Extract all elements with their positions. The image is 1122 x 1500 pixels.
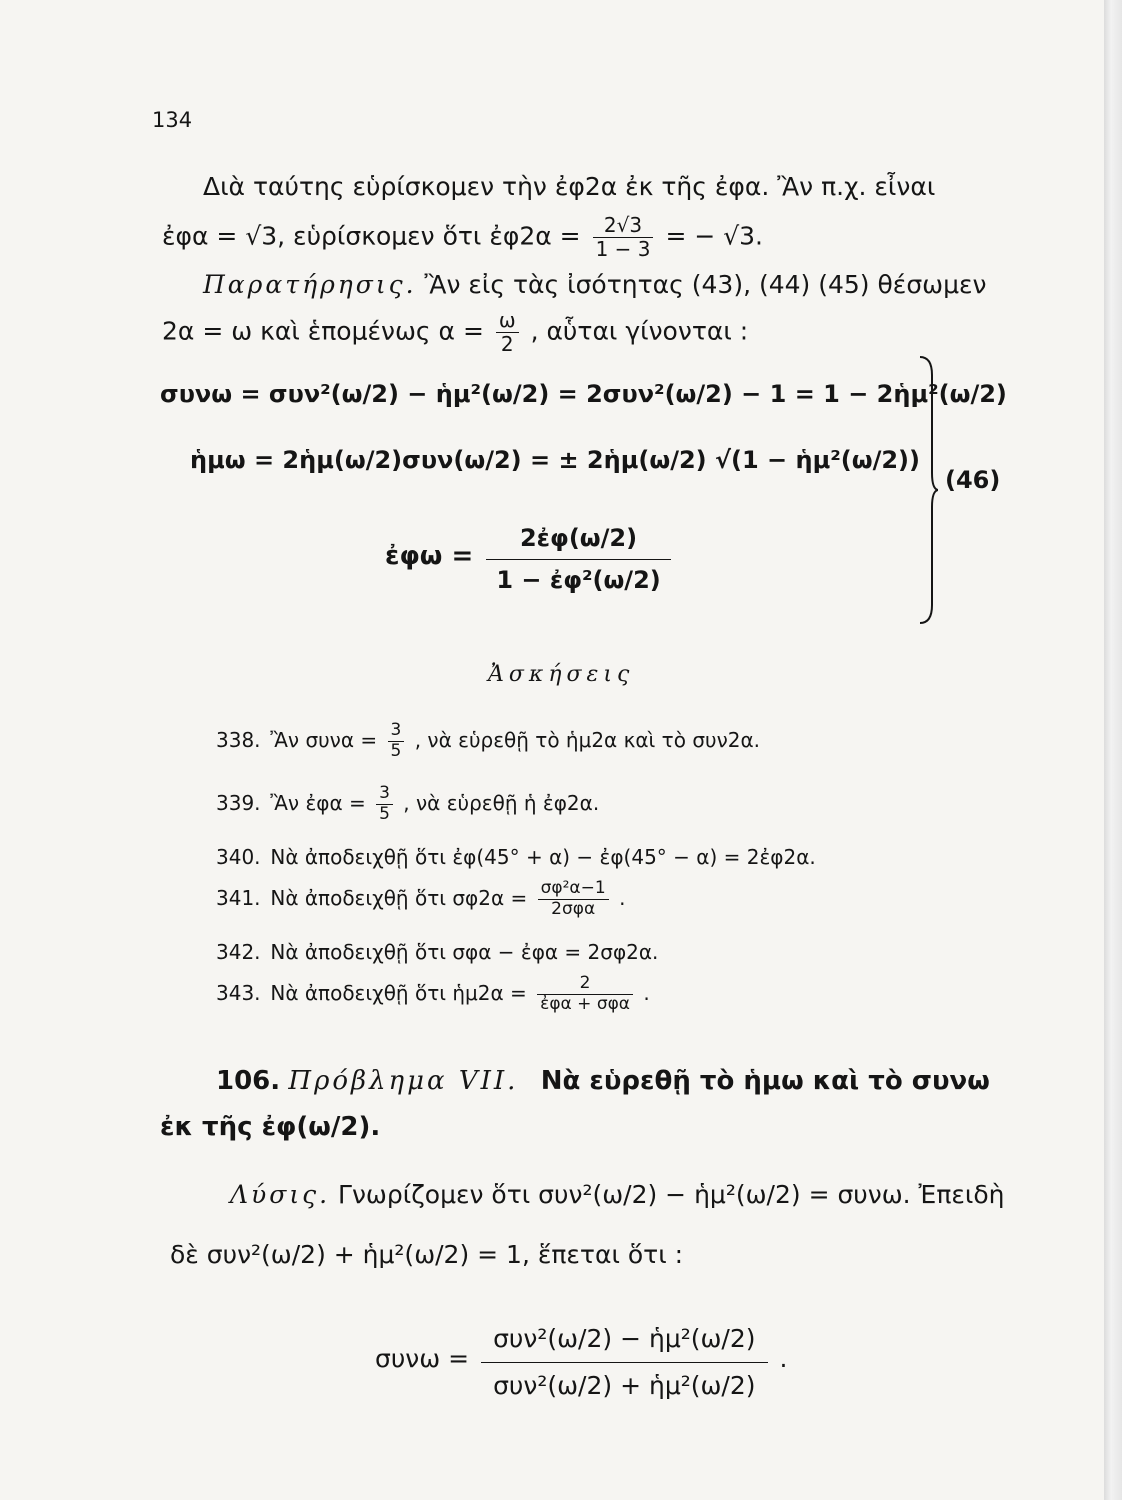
solution-title: Λύσις. [230,1180,331,1209]
exercise-text: Ἂν συνα = [270,727,378,752]
exercises-title: Ἀσκήσεις [488,662,635,687]
remark-line-2-end: , αὗται γίνονται : [530,316,749,346]
exercise-338 [216,722,760,761]
exercise-340 [216,845,816,869]
remark-fraction-den: 2 [500,332,514,356]
remark-line-1 [203,270,986,299]
intro-line-2-text: ἐφα = √3, εὑρίσκομεν ὅτι ἐφ2α = [162,221,581,251]
fraction-num: 3 [376,785,393,805]
intro-fraction-num: 2√3 [593,215,654,238]
problem-text: Νὰ εὑρεθῇ τὸ ἡμω καὶ τὸ συνω [540,1066,990,1096]
fraction-den: 5 [390,740,402,761]
fraction-num: σφ²α−1 [538,880,609,900]
solution-line-2: δὲ συν²(ω/2) + ἡμ²(ω/2) = 1, ἕπεται ὅτι : [170,1240,684,1269]
remark-text: Ἂν εἰς τὰς ἰσότητας (43), (44) (45) θέσωμεν [424,270,987,299]
exercise-fraction [538,880,609,919]
exercise-fraction [376,785,393,824]
formula-tan [385,520,675,593]
equation-label: (46) [945,466,1001,494]
exercise-text: Νὰ ἀποδειχθῇ ὅτι ἐφ(45° + α) − ἐφ(45° − α) = 2ἐφ2α. [270,845,816,869]
intro-line-1: Διὰ ταύτης εὑρίσκομεν τὴν ἐφ2α ἐκ τῆς ἐφα. Ἂν π.χ. εἶναι [203,172,936,201]
exercise-text: Νὰ ἀποδειχθῇ ὅτι σφ2α = [270,885,528,910]
intro-line-2-end: = − √3. [665,221,764,251]
formula-sin: ἡμω = 2ἡμ(ω/2)συν(ω/2) = ± 2ἡμ(ω/2) √(1 − ἡμ²(ω/2)) [190,446,920,474]
right-brace-icon [918,355,938,625]
problem-number: 106. [216,1066,281,1096]
fraction-den: 5 [379,803,390,824]
remark-fraction-num: ω [496,310,519,333]
exercise-342 [216,940,658,964]
exercise-number: 340. [216,845,261,869]
remark-line-2 [162,310,748,355]
exercise-text: Νὰ ἀποδειχθῇ ὅτι σφα − ἐφα = 2σφ2α. [270,940,659,964]
fraction-num: 3 [388,722,405,742]
problem-heading [216,1066,990,1096]
final-fraction-den: συν²(ω/2) + ἡμ²(ω/2) [493,1371,756,1401]
formula-tan-lhs: ἐφω = [385,541,474,572]
final-fraction-num: συν²(ω/2) − ἡμ²(ω/2) [481,1320,767,1363]
exercise-341 [216,880,625,919]
exercise-343 [216,975,650,1014]
formula-cos: συνω = συν²(ω/2) − ἡμ²(ω/2) = 2συν²(ω/2) − 1 = 1 − 2ἡμ²(ω/2) [160,380,1007,408]
exercise-text: Νὰ ἀποδειχθῇ ὅτι ἡμ2α = [270,980,527,1005]
exercise-text: Ἂν ἐφα = [270,790,366,815]
exercise-text-end: , νὰ εὑρεθῇ ἡ ἐφ2α. [403,790,600,815]
exercise-fraction [388,722,405,761]
intro-fraction-den: 1 − 3 [595,237,651,261]
remark-fraction [496,310,519,355]
final-period: . [779,1343,788,1373]
formula-tan-fraction [486,520,670,593]
fraction-den: ἐφα + σφα [540,993,631,1014]
exercise-number: 339. [216,790,261,815]
exercise-339 [216,785,599,824]
intro-fraction [593,215,654,260]
exercise-number: 343. [216,980,261,1005]
page-number: 134 [152,108,193,132]
exercise-number: 338. [216,727,261,752]
exercise-text-end: . [619,885,626,910]
solution-final-formula [375,1320,787,1400]
fraction-num: 2 [537,975,633,995]
problem-line-2: ἐκ τῆς ἐφ(ω/2). [160,1112,381,1142]
formula-tan-num: 2ἐφ(ω/2) [486,520,670,560]
final-lhs: συνω = [375,1343,470,1373]
exercise-text-end: , νὰ εὑρεθῇ τὸ ἡμ2α καὶ τὸ συν2α. [414,727,761,752]
exercise-text-end: . [643,980,650,1005]
formula-tan-den: 1 − ἐφ²(ω/2) [496,566,661,595]
remark-title: Παρατήρησις. [203,270,417,299]
final-fraction [481,1320,767,1400]
intro-line-2 [162,215,763,260]
remark-line-2-text: 2α = ω καὶ ἑπομένως α = [162,316,484,346]
problem-label: Πρόβλημα VII. [288,1066,519,1096]
exercise-number: 342. [216,940,261,964]
solution-line-1 [230,1180,1005,1209]
page-edge-shadow [1104,0,1122,1500]
solution-text-1: Γνωρίζομεν ὅτι συν²(ω/2) − ἡμ²(ω/2) = συνω. Ἐπειδὴ [338,1180,1005,1209]
fraction-den: 2σφα [551,898,596,919]
exercise-fraction [537,975,633,1014]
exercise-number: 341. [216,885,261,910]
